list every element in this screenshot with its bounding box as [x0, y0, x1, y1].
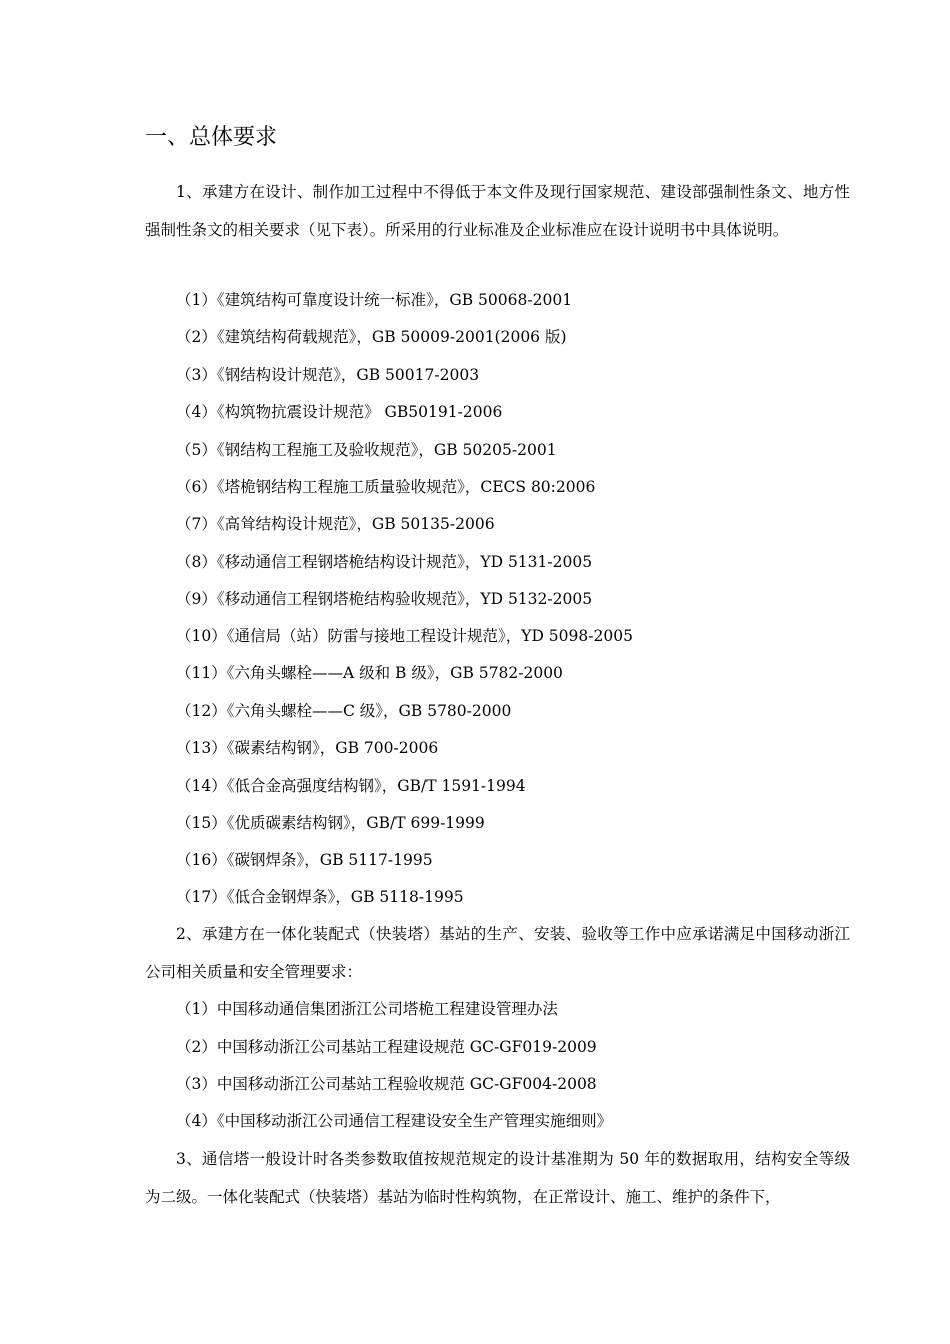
list-item: （9）《移动通信工程钢塔桅结构验收规范》，YD 5132-2005	[176, 590, 593, 608]
list-item: （10）《通信局（站）防雷与接地工程设计规范》，YD 5098-2005	[176, 627, 633, 645]
paragraph-1: 1、承建方在设计、制作加工过程中不得低于本文件及现行国家规范、建设部强制性条文、地方性强制性条文的相关要求（见下表）。所采用的行业标准及企业标准应在设计说明书中具体说明。	[145, 183, 850, 239]
list-item: （1）《建筑结构可靠度设计统一标准》，GB 50068-2001	[176, 291, 573, 309]
list-item: （14）《低合金高强度结构钢》，GB/T 1591-1994	[176, 777, 526, 795]
list-item: （13）《碳素结构钢》，GB 700-2006	[176, 739, 439, 757]
list-item: （3）中国移动浙江公司基站工程验收规范 GC-GF004-2008	[176, 1075, 597, 1093]
list-item: （17）《低合金钢焊条》，GB 5118-1995	[176, 888, 464, 906]
list-item: （7）《高耸结构设计规范》，GB 50135-2006	[176, 515, 495, 533]
list-item: （16）《碳钢焊条》，GB 5117-1995	[176, 851, 433, 869]
section-heading: 一、总体要求	[145, 125, 278, 150]
paragraph-3: 3、通信塔一般设计时各类参数取值按规范规定的设计基准期为 50 年的数据取用，结构安全等级为二级。一体化装配式（快装塔）基站为临时性构筑物，在正常设计、施工、维护的条件下，	[145, 1150, 850, 1206]
list-item: （3）《钢结构设计规范》，GB 50017-2003	[176, 366, 480, 384]
list-item: （12）《六角头螺栓——C 级》，GB 5780-2000	[176, 702, 512, 720]
list-item: （2）《建筑结构荷载规范》，GB 50009-2001(2006 版)	[176, 328, 567, 346]
list-item: （11）《六角头螺栓——A 级和 B 级》，GB 5782-2000	[176, 664, 563, 682]
paragraph-2: 2、承建方在一体化装配式（快装塔）基站的生产、安装、验收等工作中应承诺满足中国移动浙江公司相关质量和安全管理要求：	[145, 925, 850, 981]
list-item: （4）《构筑物抗震设计规范》 GB50191-2006	[176, 403, 503, 421]
list-item: （5）《钢结构工程施工及验收规范》，GB 50205-2001	[176, 441, 557, 459]
list-item: （15）《优质碳素结构钢》，GB/T 699-1999	[176, 814, 485, 832]
list-item: （1）中国移动通信集团浙江公司塔桅工程建设管理办法	[176, 1000, 558, 1018]
list-item: （8）《移动通信工程钢塔桅结构设计规范》，YD 5131-2005	[176, 553, 593, 571]
list-item: （2）中国移动浙江公司基站工程建设规范 GC-GF019-2009	[176, 1038, 597, 1056]
list-item: （6）《塔桅钢结构工程施工质量验收规范》，CECS 80:2006	[176, 478, 596, 496]
list-item: （4）《中国移动浙江公司通信工程建设安全生产管理实施细则》	[176, 1112, 613, 1130]
